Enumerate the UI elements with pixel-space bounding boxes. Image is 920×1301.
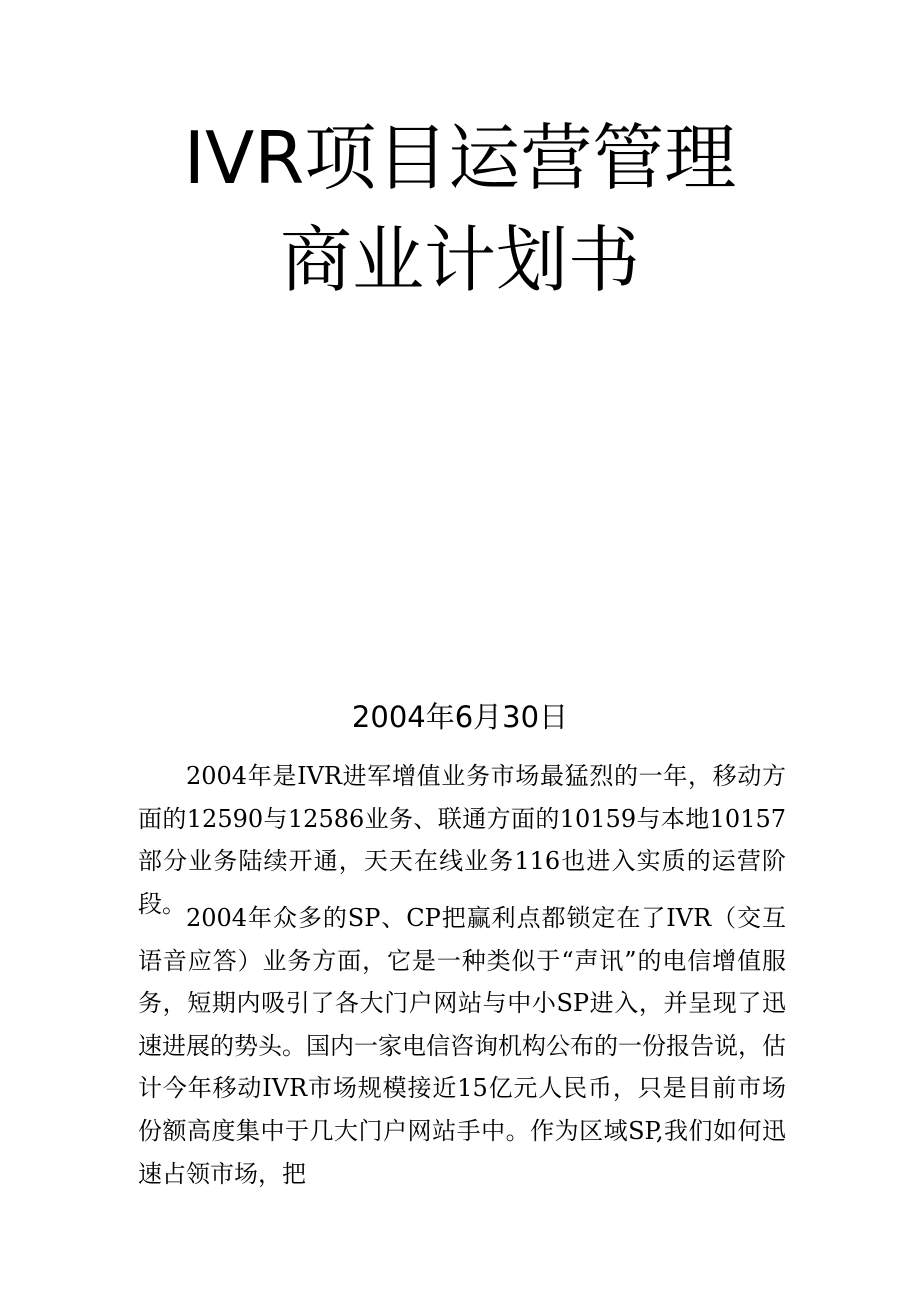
document-date: 2004年6月30日 bbox=[351, 700, 569, 734]
body-paragraph-2: 2004年众多的SP、CP把赢利点都锁定在了IVR（交互语音应答）业务方面，它是一种类似于“声讯”的电信增值服务，短期内吸引了各大门户网站与中小SP进入，并呈现了迅速进展的势头。国内一家电信咨询机构公布的一份报告说，估计今年移动IVR市场规模接近15亿元人民币，只是目前市场份额高度集中于几大门户网站手中。作为区域SP,我们如何迅速占领市场，把 bbox=[138, 904, 786, 1188]
title-line-1: IVR项目运营管理 bbox=[183, 116, 737, 200]
title-line-2: 商业计划书 bbox=[279, 218, 640, 302]
body-paragraph-1: 2004年是IVR进军增值业务市场最猛烈的一年，移动方面的12590与12586业务、联通方面的10159与本地10157部分业务陆续开通，天天在线业务116也进入实质的运营阶段。 bbox=[138, 762, 786, 918]
